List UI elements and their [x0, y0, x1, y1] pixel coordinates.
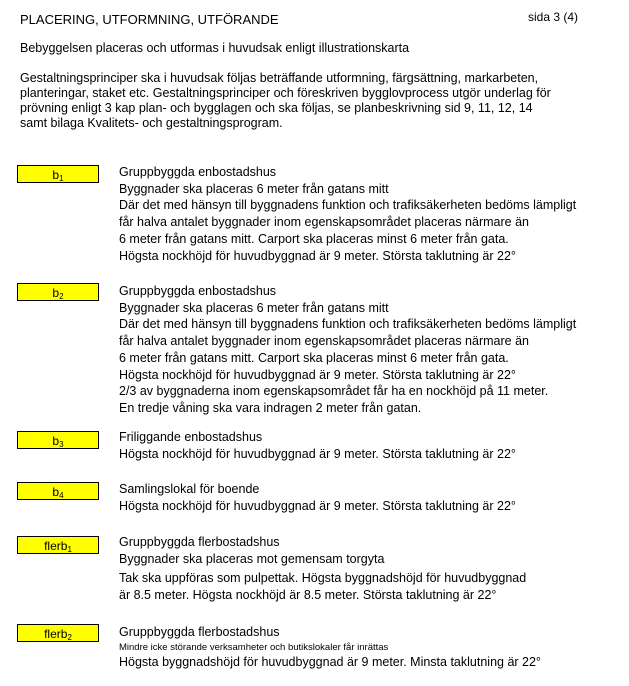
tag-label: b — [52, 434, 60, 448]
tag-label: b — [52, 168, 60, 182]
principles-line: planteringar, staket etc. Gestaltningsprinciper och föreskriven bygglovprocess utgör underlag för — [20, 86, 551, 100]
section-line: Där det med hänsyn till byggnadens funktion och trafiksäkerheten bedöms lämpligt — [119, 198, 577, 213]
principles-paragraph — [20, 71, 551, 131]
section-heading: Gruppbyggda enbostadshus — [119, 165, 277, 179]
tag-label: flerb — [44, 627, 68, 641]
section-b3 — [119, 429, 516, 462]
tag-subscript: 3 — [59, 440, 64, 449]
tag-label: flerb — [44, 539, 68, 553]
section-line: Där det med hänsyn till byggnadens funktion och trafiksäkerheten bedöms lämpligt — [119, 317, 577, 332]
section-line: 6 meter från gatans mitt. Carport ska placeras minst 6 meter från gata. — [119, 231, 509, 246]
tag-subscript: 2 — [67, 633, 72, 642]
section-line: Högsta nockhöjd för huvudbyggnad är 9 meter. Största taklutning är 22° — [119, 248, 516, 263]
tag-subscript: 1 — [59, 174, 64, 183]
tag-b2 — [17, 283, 99, 301]
section-line: Högsta byggnadshöjd för huvudbyggnad är 9 meter. Minsta taklutning är 22° — [119, 654, 541, 669]
section-line: får halva antalet byggnader inom egenskapsområdet placeras närmare än — [119, 334, 529, 349]
section-line: 6 meter från gatans mitt. Carport ska placeras minst 6 meter från gata. — [119, 350, 509, 365]
intro-text: Bebyggelsen placeras och utformas i huvudsak enligt illustrationskarta — [20, 41, 410, 55]
page-number: sida 3 (4) — [528, 10, 579, 24]
principles-line: samt bilaga Kvalitets- och gestaltningsprogram. — [20, 116, 283, 130]
section-line: Högsta nockhöjd för huvudbyggnad är 9 meter. Största taklutning är 22° — [119, 367, 516, 382]
section-line: Högsta nockhöjd för huvudbyggnad är 9 meter. Största taklutning är 22° — [119, 498, 516, 513]
principles-line: Gestaltningsprinciper ska i huvudsak följas beträffande utformning, färgsättning, markarbeten, — [20, 71, 539, 85]
section-b1 — [119, 164, 576, 264]
section-line: får halva antalet byggnader inom egenskapsområdet placeras närmare än — [119, 215, 529, 230]
section-heading: Samlingslokal för boende — [119, 482, 260, 496]
section-line: Byggnader ska placeras 6 meter från gatans mitt — [119, 300, 389, 315]
section-line: Tak ska uppföras som pulpettak. Högsta byggnadshöjd för huvudbyggnad — [119, 571, 527, 586]
tag-b1 — [17, 165, 99, 183]
section-line: 2/3 av byggnaderna inom egenskapsområdet får ha en nockhöjd på 11 meter. — [119, 384, 549, 399]
tag-b4 — [17, 482, 99, 500]
section-flerb2 — [119, 624, 541, 670]
tag-b3 — [17, 431, 99, 449]
tag-label: b — [52, 485, 60, 499]
section-b2 — [119, 283, 576, 417]
section-line-small: Mindre icke störande verksamheter och butikslokaler får inrättas — [119, 641, 389, 653]
tag-subscript: 1 — [67, 545, 72, 554]
section-line: Högsta nockhöjd för huvudbyggnad är 9 meter. Största taklutning är 22° — [119, 446, 516, 461]
section-heading: Friliggande enbostadshus — [119, 430, 263, 444]
tag-subscript: 4 — [59, 491, 64, 500]
tag-flerb2 — [17, 624, 99, 642]
section-heading: Gruppbyggda enbostadshus — [119, 284, 277, 298]
section-heading: Gruppbyggda flerbostadshus — [119, 625, 280, 639]
page-title: PLACERING, UTFORMNING, UTFÖRANDE — [20, 12, 279, 27]
section-line: Byggnader ska placeras mot gemensam torgyta — [119, 551, 385, 566]
section-line: Byggnader ska placeras 6 meter från gatans mitt — [119, 181, 389, 196]
tag-label: b — [52, 286, 60, 300]
section-b4 — [119, 481, 516, 514]
section-line: är 8.5 meter. Högsta nockhöjd är 8.5 meter. Största taklutning är 22° — [119, 588, 497, 603]
tag-subscript: 2 — [59, 292, 64, 301]
section-heading: Gruppbyggda flerbostadshus — [119, 535, 280, 549]
tag-flerb1 — [17, 536, 99, 554]
section-line: En tredje våning ska vara indragen 2 meter från gatan. — [119, 400, 422, 415]
section-flerb1 — [119, 534, 526, 604]
principles-line: prövning enligt 3 kap plan- och bygglagen och ska följas, se planbeskrivning sid 9, 11, 12, 14 — [20, 101, 533, 115]
